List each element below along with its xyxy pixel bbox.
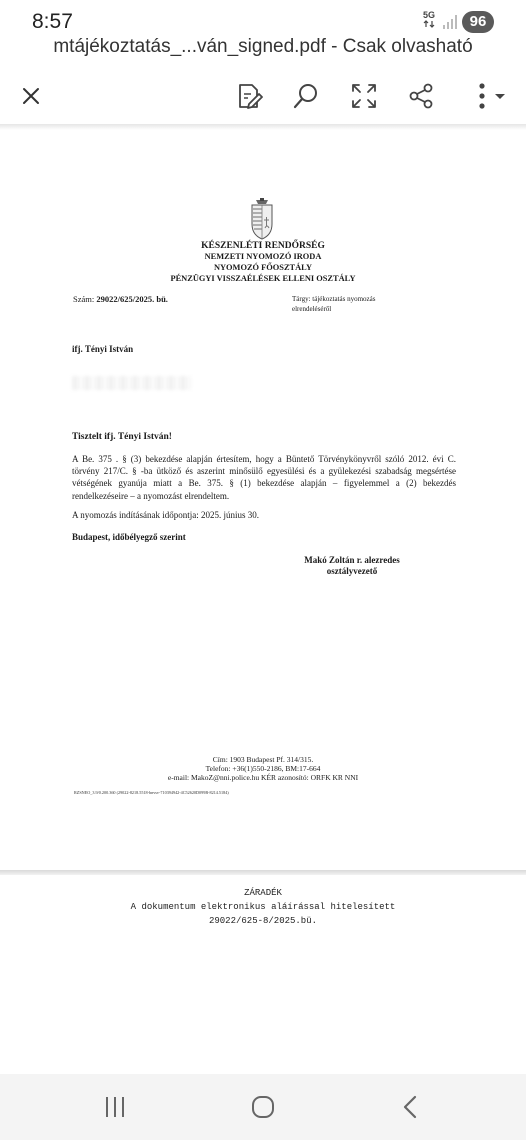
document-reference-code: RZSNEO_3.9/0.200.360 (29022-8218.5518-bnvsv-710394942-4C52620D099B-8214.5184)	[74, 790, 229, 795]
fullscreen-button[interactable]	[346, 78, 382, 114]
more-options-icon	[469, 82, 509, 110]
signer-name: Makó Zoltán r. alezredes	[304, 555, 400, 565]
signal-icon	[442, 14, 458, 30]
recent-apps-button[interactable]	[95, 1092, 135, 1122]
status-time: 8:57	[32, 10, 73, 33]
clause-title: ZÁRADÉK	[244, 888, 282, 898]
org-division: NEMZETI NYOMOZÓ IRODA	[204, 252, 322, 261]
search-button[interactable]	[288, 78, 324, 114]
back-button[interactable]	[390, 1092, 430, 1122]
share-icon	[407, 82, 435, 110]
org-unit: PÉNZÜGYI VISSZAÉLÉSEK ELLENI OSZTÁLY	[170, 274, 356, 283]
footer-address: Cím: 1903 Budapest Pf. 314/315.	[212, 755, 314, 764]
footer-phone: Telefon: +36(1)550-2186, BM:17-664	[205, 764, 321, 773]
greeting: Tisztelt ifj. Tényi István!	[72, 432, 172, 442]
more-options-button[interactable]	[466, 78, 512, 114]
org-name: KÉSZENLÉTI RENDŐRSÉG	[201, 241, 325, 251]
home-button[interactable]	[243, 1092, 283, 1122]
case-number-label: Szám:	[73, 294, 95, 304]
page-separator	[0, 870, 526, 875]
body-paragraph: A Be. 375 . § (3) bekezdése alapján értesítem, hogy a Büntető Törvénykönyvről szóló 2012. évi C. törvény 217/C. § -ba ütköző és aszerint minősülő egyesülési és a gyülekezési szabadság megsértése vétségének gyanúja miatt a Be. 375. § (1) bekezdése alapján – figyelemmel a (2) bekezdés rendelkezéseire – a nyomozást elrendeltem.	[72, 454, 456, 501]
search-icon	[292, 82, 320, 110]
recent-apps-icon	[103, 1095, 127, 1119]
toolbar	[0, 70, 526, 122]
back-icon	[400, 1095, 420, 1119]
network-indicator	[420, 10, 438, 32]
investigation-start-date: A nyomozás indításának időpontja: 2025. június 30.	[72, 510, 259, 520]
case-number	[73, 294, 168, 304]
org-department: NYOMOZÓ FŐOSZTÁLY	[213, 263, 313, 272]
battery-indicator: 96	[462, 11, 494, 33]
edit-document-icon	[235, 82, 263, 110]
footer-email: e-mail: MakoZ@nni.police.hu KÉR azonosító: ORFK KR NNI	[167, 773, 359, 782]
document-title: mtájékoztatás_...ván_signed.pdf - Csak olvasható	[53, 36, 473, 57]
close-icon	[21, 86, 41, 106]
coat-of-arms-icon	[236, 198, 288, 242]
subject: Tárgy: tájékoztatás nyomozás elrendeléséről	[292, 295, 376, 313]
close-button[interactable]	[13, 78, 49, 114]
clause-line: A dokumentum elektronikus aláírással hitelesített	[130, 902, 396, 912]
data-arrows-icon	[423, 20, 435, 28]
signer-title: osztályvezető	[326, 566, 378, 576]
case-number-value: 29022/625/2025. bü.	[96, 294, 168, 304]
pdf-page[interactable]	[0, 130, 526, 872]
place-and-date: Budapest, időbélyegző szerint	[72, 532, 186, 542]
redacted-address	[72, 376, 192, 390]
recipient-name: ifj. Tényi István	[72, 344, 134, 354]
home-icon	[250, 1094, 276, 1120]
network-type: 5G	[422, 10, 435, 20]
fullscreen-icon	[351, 83, 377, 109]
share-button[interactable]	[403, 78, 439, 114]
navigation-bar	[0, 1074, 526, 1140]
clause-reference: 29022/625-8/2025.bü.	[208, 916, 318, 926]
edit-button[interactable]	[231, 78, 267, 114]
